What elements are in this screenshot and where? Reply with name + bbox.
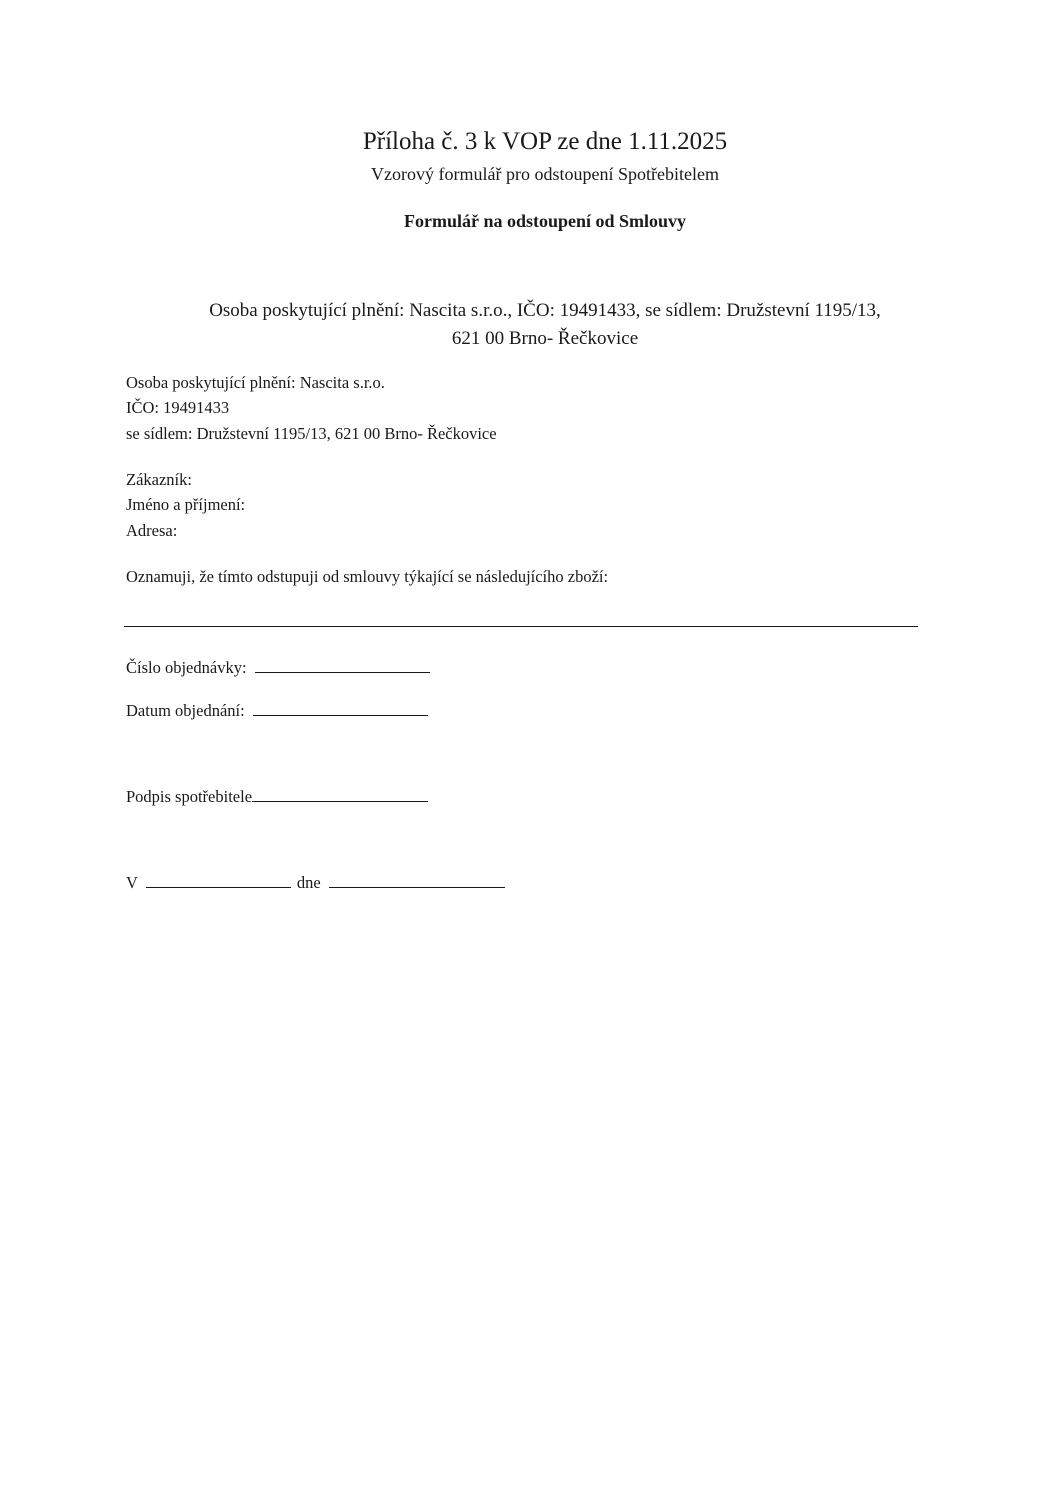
place-field[interactable] xyxy=(146,871,291,888)
form-heading: Formulář na odstoupení od Smlouvy xyxy=(403,211,687,231)
order-date-label: Datum objednání: xyxy=(126,701,245,720)
order-number-row xyxy=(126,656,430,679)
provider-ico: IČO: 19491433 xyxy=(126,398,230,417)
customer-name-label: Jméno a příjmení: xyxy=(126,495,246,514)
order-date-field[interactable] xyxy=(253,699,428,716)
signature-label: Podpis spotřebitele xyxy=(126,787,253,806)
customer-address-label: Adresa: xyxy=(126,521,178,540)
signature-field[interactable] xyxy=(252,785,428,802)
date-label: dne xyxy=(296,873,321,892)
provider-summary-line1: Osoba poskytující plnění: Nascita s.r.o., IČO: 19491433, se sídlem: Družstevní 1195/13, xyxy=(209,300,881,321)
document-title: Příloha č. 3 k VOP ze dne 1.11.2025 xyxy=(362,128,728,155)
provider-summary-line2: 621 00 Brno- Řečkovice xyxy=(451,328,639,349)
order-date-row xyxy=(126,699,428,722)
provider-summary xyxy=(0,297,1060,353)
document-subtitle: Vzorový formulář pro odstoupení Spotřebitelem xyxy=(371,164,719,184)
place-date-row xyxy=(126,871,505,894)
provider-name: Osoba poskytující plnění: Nascita s.r.o. xyxy=(126,373,385,392)
goods-fill-line[interactable] xyxy=(124,626,918,627)
customer-heading: Zákazník: xyxy=(126,470,192,489)
order-number-label: Číslo objednávky: xyxy=(126,658,247,677)
order-number-field[interactable] xyxy=(255,656,430,673)
signature-row xyxy=(126,785,428,808)
date-field[interactable] xyxy=(329,871,505,888)
withdrawal-statement: Oznamuji, že tímto odstupuji od smlouvy týkající se následujícího zboží: xyxy=(126,567,609,586)
place-label: V xyxy=(126,873,138,892)
provider-address: se sídlem: Družstevní 1195/13, 621 00 Brno- Řečkovice xyxy=(126,424,497,443)
